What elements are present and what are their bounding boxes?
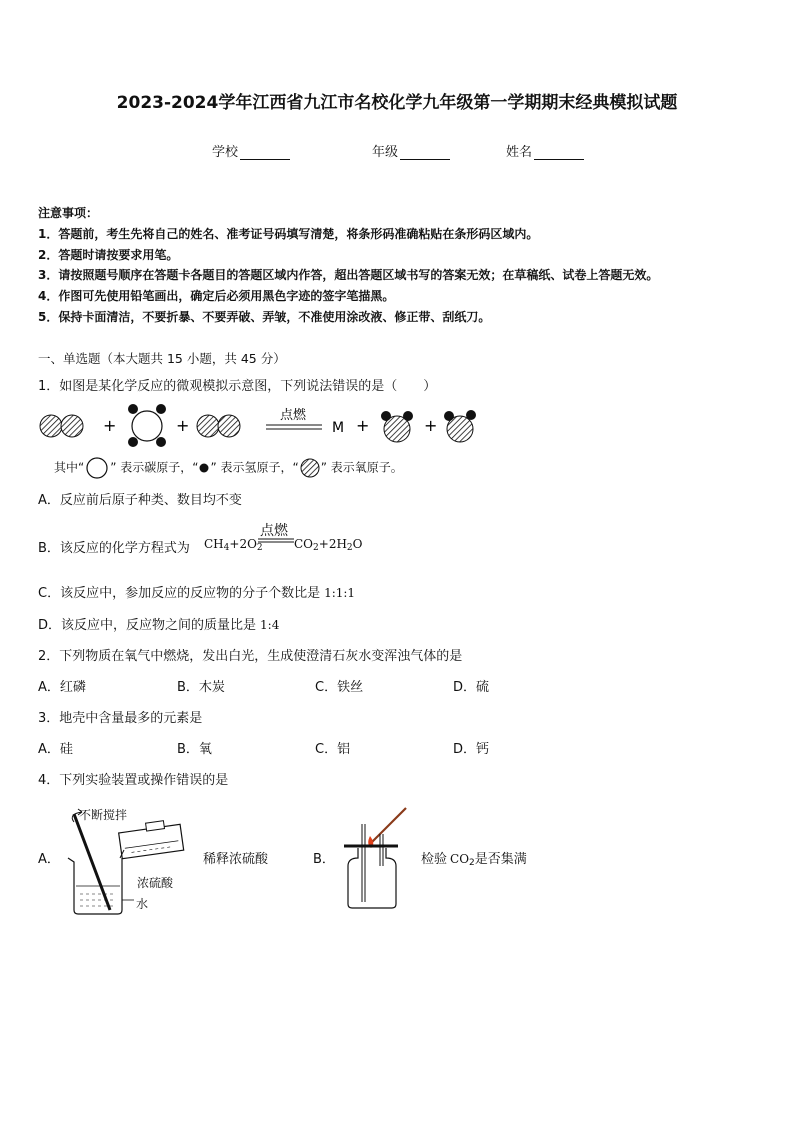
q1-option-d[interactable] [38,614,279,633]
q1-option-b[interactable] [38,520,458,560]
water-molecule-icon [381,411,413,442]
q4-option-b-label[interactable]: B． [313,852,335,867]
plus-sign: + [356,416,370,435]
legend-prefix: 其中“ [54,460,85,475]
plus-sign: + [176,416,190,435]
eq-sub: 2 [313,543,319,553]
q4-option-a-label[interactable]: A． [38,852,60,867]
section-title: 一、单选题（本大题共 15 小题，共 45 分） [38,351,286,366]
plus-sign: + [424,416,438,435]
gas-caption-co: CO [450,852,470,866]
equation-condition: 点燃 [260,523,288,539]
gas-caption-sub: 2 [469,858,475,868]
acid-label: 浓硫酸 [137,876,174,890]
notes-heading: 注意事项： [38,206,99,220]
q1-option-c-ratio: 1:1:1 [324,586,356,600]
reaction-diagram [36,401,496,447]
question-4-stem: 4．下列实验装置或操作错误的是 [38,773,229,788]
product-m: M [332,420,345,436]
q1-option-c[interactable] [38,582,355,601]
q1-option-b-prefix: B．该反应的化学方程式为 [38,541,190,556]
water-label: 水 [136,897,149,911]
question-1-stem: 1．如图是某化学反应的微观模拟示意图，下列说法错误的是（ ） [38,379,437,394]
grade-blank[interactable] [400,146,450,160]
q2-option-d[interactable]: D．硫 [453,680,490,695]
eq-plus2h: +2H [318,537,347,551]
q1-option-c-text: C．该反应中，参加反应的反应物的分子个数比是 [38,586,321,601]
grade-field[interactable] [372,141,450,160]
equation-reactants [204,537,263,553]
q2-option-c[interactable]: C．铁丝 [315,680,364,695]
eq-ch: CH [204,537,224,551]
oxygen-molecule-icon [197,415,240,437]
q3-option-d[interactable]: D．钙 [453,742,490,757]
name-field[interactable] [506,141,584,160]
grade-label: 年级 [372,145,399,160]
name-label: 姓名 [506,145,533,160]
eq-sub: 2 [256,543,263,553]
page-title: 2023-2024学年江西省九江市名校化学九年级第一学期期末经典模拟试题 [116,93,678,113]
note-item: 1．答题前，考生先将自己的姓名、准考证号码填写清楚，将条形码准确粘贴在条形码区域内。 [38,227,539,241]
legend-carbon-text: ” 表示碳原子，“ [110,460,199,475]
school-label: 学校 [212,145,239,160]
q2-option-a[interactable]: A．红磷 [38,680,86,695]
hydrogen-atom-icon [198,462,210,474]
school-field[interactable] [212,141,290,160]
equation-products [294,537,363,553]
gas-caption-post: 是否集满 [474,852,527,867]
legend-oxygen-text: ” 表示氧原子。 [320,460,403,475]
question-2-stem: 2．下列物质在氧气中燃烧，发出白光，生成使澄清石灰水变浑浊气体的是 [38,649,463,664]
question-3-stem: 3．地壳中含量最多的元素是 [38,711,203,726]
q1-option-d-ratio: 1:4 [260,618,280,632]
reaction-condition: 点燃 [280,408,307,423]
name-blank[interactable] [534,146,584,160]
note-item: 3．请按照题号顺序在答题卡各题目的答题区域内作答，超出答题区域书写的答案无效；在草稿纸、试卷上答题无效。 [38,268,659,282]
eq-sub: 4 [223,543,230,553]
methane-molecule-icon [128,404,166,447]
gas-bottle-apparatus [336,804,416,912]
stir-label: 不断搅拌 [79,808,128,822]
plus-sign: + [103,416,117,435]
eq-sub: 2 [346,543,353,553]
q3-option-c[interactable]: C．铝 [315,742,351,757]
oxygen-molecule-icon [40,415,83,437]
gas-caption-pre: 检验 [421,852,448,867]
q3-option-b[interactable]: B．氧 [177,742,212,757]
legend-hydrogen-text: ” 表示氢原子，“ [210,460,299,475]
eq-co: CO [294,537,314,551]
note-item: 4．作图可先使用铅笔画出，确定后必须用黑色字迹的签字笔描黑。 [38,289,395,303]
q3-option-a[interactable]: A．硅 [38,742,73,757]
q2-option-b[interactable]: B．木炭 [177,680,225,695]
eq-o: O [352,537,363,551]
water-molecule-icon [444,410,476,442]
note-item: 5．保持卡面清洁，不要折暴、不要弄破、弄皱，不准使用涂改液、修正带、刮纸刀。 [38,310,491,324]
gas-check-caption [421,848,527,868]
oxygen-atom-icon [299,457,321,479]
eq-plus: +2O [229,537,257,551]
q1-option-d-text: D．该反应中，反应物之间的质量比是 [38,618,257,633]
school-blank[interactable] [240,146,290,160]
legend-line [54,457,403,479]
carbon-atom-icon [84,457,110,479]
q1-option-a[interactable]: A．反应前后原子种类、数目均不变 [38,493,242,508]
note-item: 2．答题时请按要求用笔。 [38,248,179,262]
dilution-caption: 稀释浓硫酸 [203,852,269,867]
equation-double-line [258,538,294,544]
